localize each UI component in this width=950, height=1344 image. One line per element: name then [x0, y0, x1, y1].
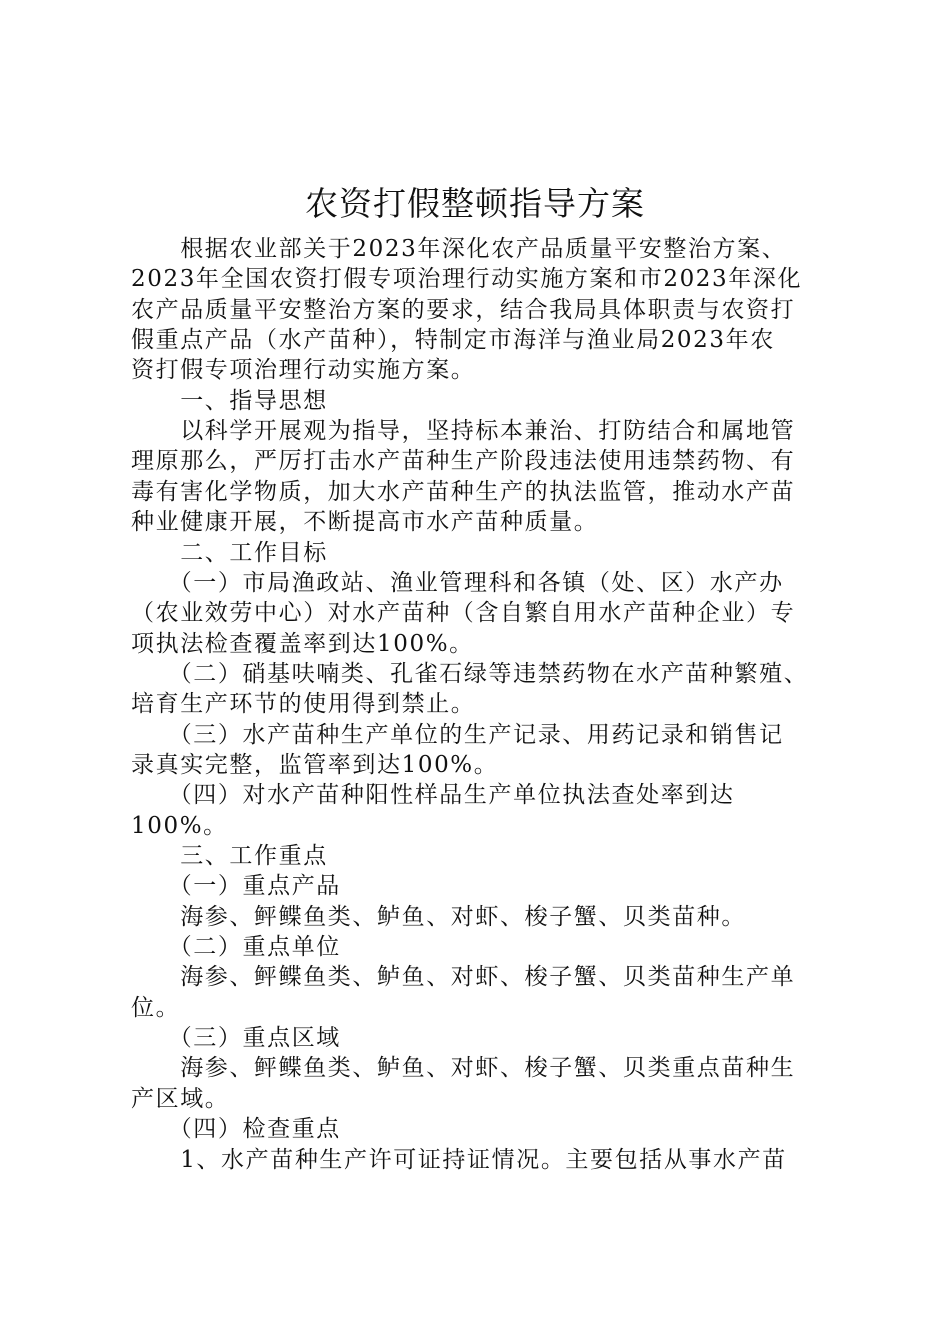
- body-line: （三）重点区域: [131, 1025, 341, 1051]
- body-line: （四）检查重点: [131, 1116, 341, 1142]
- document-title: 农资打假整顿指导方案: [305, 184, 645, 223]
- body-line: 二、工作目标: [131, 540, 328, 566]
- body-line: 录真实完整，监管率到达100%。: [131, 752, 499, 778]
- body-line: （一）重点产品: [131, 873, 341, 899]
- body-line: 资打假专项治理行动实施方案。: [131, 357, 476, 383]
- body-line: 项执法检查覆盖率到达100%。: [131, 631, 474, 657]
- body-line: 根据农业部关于2023年深化农产品质量平安整治方案、: [131, 236, 787, 262]
- body-line: （四）对水产苗种阳性样品生产单位执法查处率到达: [131, 782, 735, 808]
- body-line: 位。: [131, 995, 181, 1021]
- body-line: 一、指导思想: [131, 388, 328, 414]
- body-line: 假重点产品（水产苗种），特制定市海洋与渔业局2023年农: [131, 327, 775, 353]
- body-line: 理原那么，严厉打击水产苗种生产阶段违法使用违禁药物、有: [131, 448, 796, 474]
- body-line: 培育生产环节的使用得到禁止。: [131, 691, 476, 717]
- body-line: 毒有害化学物质，加大水产苗种生产的执法监管，推动水产苗: [131, 479, 796, 505]
- body-line: 1、水产苗种生产许可证持证情况。主要包括从事水产苗: [131, 1147, 787, 1173]
- body-line: 农产品质量平安整治方案的要求，结合我局具体职责与农资打: [131, 297, 796, 323]
- body-line: 海参、鲆鲽鱼类、鲈鱼、对虾、梭子蟹、贝类重点苗种生: [131, 1055, 796, 1081]
- body-line: 100%。: [131, 813, 228, 839]
- body-line: 种业健康开展，不断提高市水产苗种质量。: [131, 509, 599, 535]
- body-line: （二）重点单位: [131, 934, 341, 960]
- body-line: （一）市局渔政站、渔业管理科和各镇（处、区）水产办: [131, 570, 784, 596]
- body-line: 产区域。: [131, 1086, 230, 1112]
- body-line: （三）水产苗种生产单位的生产记录、用药记录和销售记: [131, 722, 784, 748]
- body-line: 海参、鲆鲽鱼类、鲈鱼、对虾、梭子蟹、贝类苗种生产单: [131, 964, 796, 990]
- body-line: 海参、鲆鲽鱼类、鲈鱼、对虾、梭子蟹、贝类苗种。: [131, 904, 746, 930]
- body-line: 2023年全国农资打假专项治理行动实施方案和市2023年深化: [131, 266, 803, 292]
- body-line: （二）硝基呋喃类、孔雀石绿等违禁药物在水产苗种繁殖、: [131, 661, 809, 687]
- body-line: 三、工作重点: [131, 843, 328, 869]
- body-line: （农业效劳中心）对水产苗种（含自繁自用水产苗种企业）专: [131, 600, 796, 626]
- body-line: 以科学开展观为指导，坚持标本兼治、打防结合和属地管: [131, 418, 796, 444]
